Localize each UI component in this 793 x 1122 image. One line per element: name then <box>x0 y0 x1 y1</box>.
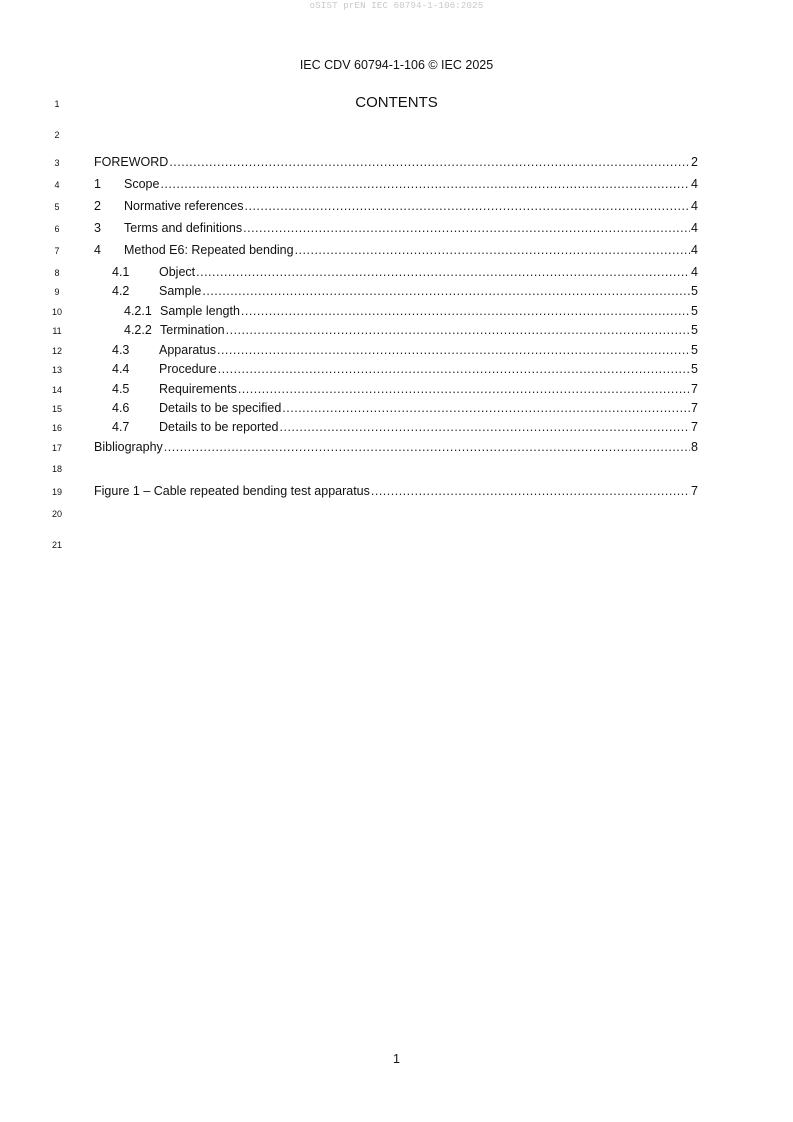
dot-leader <box>371 484 690 499</box>
page-number: 1 <box>393 1052 400 1066</box>
toc-entry-number: 1 <box>94 177 101 191</box>
toc-entry-page: 7 <box>691 401 698 415</box>
toc-entry-number: 4.5 <box>112 382 130 396</box>
line-number: 21 <box>51 540 62 550</box>
toc-entry-title: Details to be specified <box>159 401 282 415</box>
toc-entry-title: Requirements <box>159 382 237 396</box>
figure-entry-title: Figure 1 – Cable repeated bending test apparatus <box>94 484 370 498</box>
line-number: 7 <box>54 246 60 256</box>
line-number: 18 <box>51 464 62 474</box>
toc-entry-page: 7 <box>691 382 698 396</box>
toc-entry-details-to-be-specified[interactable] <box>94 401 698 416</box>
toc-entry-title: Scope <box>124 177 160 191</box>
toc-entry-title: Object <box>159 265 196 279</box>
toc-entry-scope[interactable] <box>94 177 698 192</box>
dot-leader <box>202 284 690 299</box>
toc-entry-page: 5 <box>691 323 698 337</box>
toc-entry-number: 4 <box>94 243 101 257</box>
line-number: 19 <box>51 487 62 497</box>
toc-entry-number: 4.1 <box>112 265 130 279</box>
dot-leader <box>169 155 690 170</box>
dot-leader <box>196 265 690 280</box>
toc-entry-apparatus[interactable] <box>94 343 698 358</box>
dot-leader <box>295 243 690 258</box>
toc-entry-page: 4 <box>691 199 698 213</box>
toc-entry-page: 4 <box>691 243 698 257</box>
toc-entry-number: 4.4 <box>112 362 130 376</box>
dot-leader <box>238 382 690 397</box>
toc-entry-method-e6[interactable] <box>94 243 698 258</box>
dot-leader <box>282 401 690 416</box>
line-number: 20 <box>51 509 62 519</box>
line-number: 12 <box>51 346 62 356</box>
line-number: 3 <box>54 158 60 168</box>
toc-entry-bibliography[interactable] <box>94 440 698 455</box>
line-number: 17 <box>51 443 62 453</box>
toc-entry-page: 5 <box>691 362 698 376</box>
contents-title: CONTENTS <box>355 94 438 111</box>
toc-entry-title: Method E6: Repeated bending <box>124 243 294 257</box>
line-number: 16 <box>51 423 62 433</box>
toc-entry-terms-and-definitions[interactable] <box>94 221 698 236</box>
toc-entry-page: 2 <box>691 155 698 169</box>
toc-entry-title: Apparatus <box>159 343 216 357</box>
toc-entry-page: 4 <box>691 177 698 191</box>
line-number: 10 <box>51 307 62 317</box>
toc-entry-foreword[interactable] <box>94 155 698 170</box>
toc-entry-number: 4.2.1 <box>124 304 152 318</box>
line-number: 14 <box>51 385 62 395</box>
line-number: 9 <box>54 287 60 297</box>
dot-leader <box>241 304 690 319</box>
toc-entry-title: Terms and definitions <box>124 221 243 235</box>
figure-entry-page: 7 <box>691 484 698 498</box>
line-number: 11 <box>52 326 62 336</box>
toc-entry-title: Termination <box>160 323 225 337</box>
toc-entry-number: 3 <box>94 221 101 235</box>
dot-leader <box>243 221 690 236</box>
toc-entry-title: Procedure <box>159 362 217 376</box>
toc-entry-page: 5 <box>691 284 698 298</box>
document-header: IEC CDV 60794-1-106 © IEC 2025 <box>299 58 494 72</box>
dot-leader <box>245 199 691 214</box>
toc-entry-number: 4.2.2 <box>124 323 152 337</box>
line-number: 13 <box>51 365 62 375</box>
toc-entry-object[interactable] <box>94 265 698 280</box>
toc-entry-sample-length[interactable] <box>94 304 698 319</box>
line-number: 8 <box>54 268 60 278</box>
dot-leader <box>217 343 690 358</box>
dot-leader <box>226 323 690 338</box>
toc-entry-title: Normative references <box>124 199 244 213</box>
line-number: 5 <box>54 202 60 212</box>
toc-entry-page: 4 <box>691 221 698 235</box>
line-number: 4 <box>54 180 60 190</box>
toc-entry-sample[interactable] <box>94 284 698 299</box>
line-number: 2 <box>54 130 60 140</box>
toc-entry-requirements[interactable] <box>94 382 698 397</box>
toc-entry-number: 4.3 <box>112 343 130 357</box>
toc-entry-details-to-be-reported[interactable] <box>94 420 698 435</box>
toc-entry-title: Sample <box>159 284 202 298</box>
toc-entry-page: 8 <box>691 440 698 454</box>
toc-entry-number: 4.7 <box>112 420 130 434</box>
line-number: 15 <box>51 404 62 414</box>
toc-entry-page: 4 <box>691 265 698 279</box>
toc-entry-title: Sample length <box>160 304 240 318</box>
toc-entry-number: 2 <box>94 199 101 213</box>
toc-entry-title: FOREWORD <box>94 155 169 169</box>
dot-leader <box>160 177 690 192</box>
toc-entry-title: Details to be reported <box>159 420 279 434</box>
dot-leader <box>280 420 691 435</box>
toc-entry-number: 4.6 <box>112 401 130 415</box>
toc-entry-page: 5 <box>691 304 698 318</box>
toc-entry-page: 7 <box>691 420 698 434</box>
dot-leader <box>164 440 690 455</box>
figure-entry-1[interactable] <box>94 484 698 499</box>
toc-entry-page: 5 <box>691 343 698 357</box>
toc-entry-procedure[interactable] <box>94 362 698 377</box>
toc-entry-number: 4.2 <box>112 284 130 298</box>
watermark: oSIST prEN IEC 60794-1-106:2025 <box>309 1 484 11</box>
toc-entry-normative-references[interactable] <box>94 199 698 214</box>
toc-entry-termination[interactable] <box>94 323 698 338</box>
line-number: 1 <box>54 99 60 109</box>
dot-leader <box>218 362 690 377</box>
line-number: 6 <box>54 224 60 234</box>
toc-entry-title: Bibliography <box>94 440 163 454</box>
